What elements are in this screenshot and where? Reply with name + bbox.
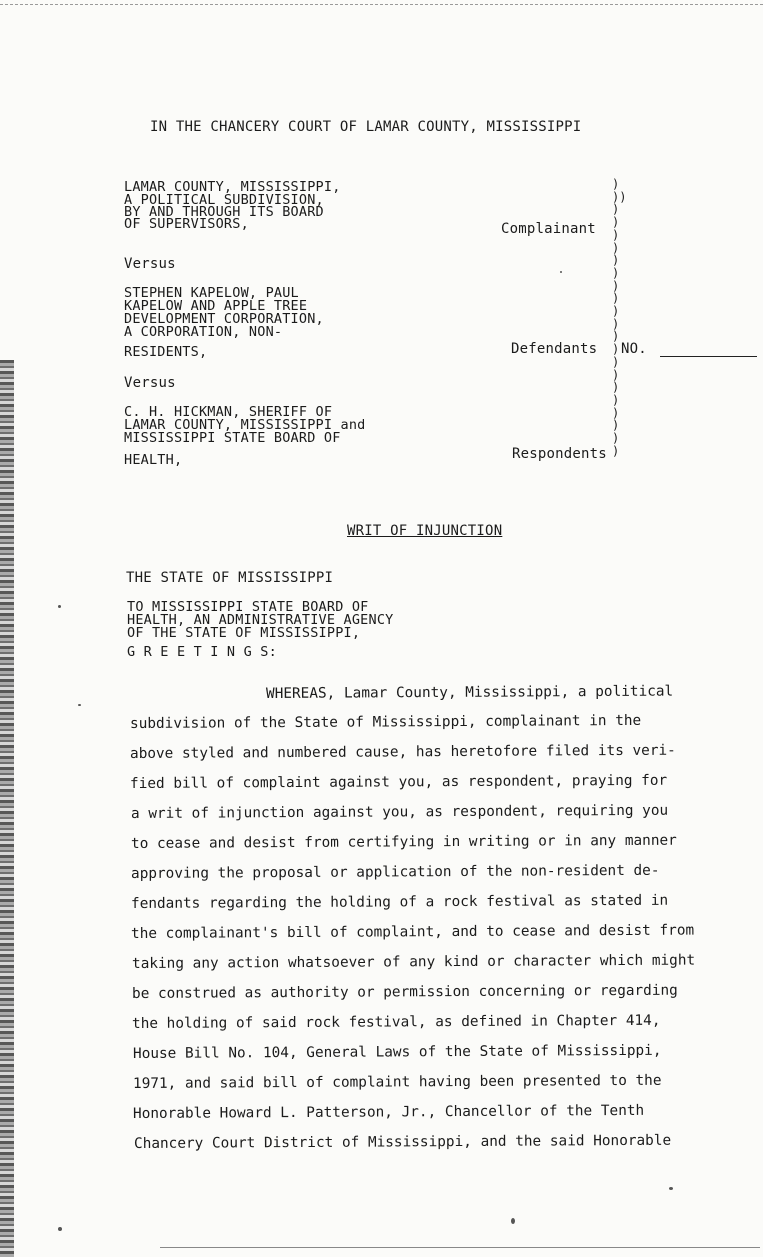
defendant-line: STEPHEN KAPELOW, PAUL bbox=[124, 285, 299, 301]
complainant-line: BY AND THROUGH ITS BOARD bbox=[124, 204, 324, 220]
scan-speck bbox=[58, 605, 61, 608]
defendant-line: KAPELOW AND APPLE TREE bbox=[124, 298, 308, 314]
respondent-line: LAMAR COUNTY, MISSISSIPPI and bbox=[124, 417, 366, 433]
respondent-line: C. H. HICKMAN, SHERIFF OF bbox=[124, 404, 333, 420]
binding-edge-shadow bbox=[0, 360, 14, 1257]
body-line: to cease and desist from certifying in writing or in any manner bbox=[130, 832, 677, 852]
court-heading: IN THE CHANCERY COURT OF LAMAR COUNTY, MISSISSIPPI bbox=[150, 119, 582, 135]
case-number-blank bbox=[660, 356, 757, 357]
caption-brackets: ) )) ) ) ) ) ) ) ) ) ) ) ) ) ) ) ) ) ) ) ) ) bbox=[612, 177, 627, 458]
complainant-line: LAMAR COUNTY, MISSISSIPPI, bbox=[124, 179, 341, 195]
complainant-line: A POLITICAL SUBDIVISION, bbox=[124, 192, 324, 208]
page-bottom-edge bbox=[160, 1247, 760, 1248]
addressee-line: G R E E T I N G S: bbox=[127, 644, 277, 660]
versus-label: Versus bbox=[124, 256, 176, 272]
scan-speck bbox=[78, 704, 81, 706]
body-line: above styled and numbered cause, has heretofore filed its veri- bbox=[129, 742, 676, 762]
document-title: WRIT OF INJUNCTION bbox=[347, 523, 503, 539]
respondents-role: Respondents bbox=[512, 446, 607, 462]
case-number-label: NO. bbox=[621, 341, 647, 357]
body-line: taking any action whatsoever of any kind or character which might bbox=[131, 952, 696, 972]
scan-speck bbox=[58, 1227, 62, 1231]
addressee-line: OF THE STATE OF MISSISSIPPI, bbox=[127, 625, 361, 641]
body-line: fendants regarding the holding of a rock festival as stated in bbox=[130, 892, 669, 912]
scan-speck bbox=[511, 1218, 515, 1224]
respondent-line: MISSISSIPPI STATE BOARD OF bbox=[124, 430, 341, 446]
body-line: fied bill of complaint against you, as respondent, praying for bbox=[129, 772, 668, 792]
body-line: 1971, and said bill of complaint having been presented to the bbox=[132, 1072, 662, 1092]
complainant-role: Complainant bbox=[501, 221, 596, 237]
complainant-line: OF SUPERVISORS, bbox=[124, 216, 249, 232]
defendant-line: DEVELOPMENT CORPORATION, bbox=[124, 311, 324, 327]
respondent-line: HEALTH, bbox=[124, 452, 183, 468]
addressee-line: HEALTH, AN ADMINISTRATIVE AGENCY bbox=[127, 612, 394, 628]
scan-speck bbox=[669, 1187, 673, 1190]
versus-label: Versus bbox=[124, 375, 176, 391]
body-line: WHEREAS, Lamar County, Mississippi, a political bbox=[265, 683, 674, 702]
addressee-line: TO MISSISSIPPI STATE BOARD OF bbox=[127, 599, 369, 615]
page-top-edge bbox=[0, 4, 763, 5]
body-line: Honorable Howard L. Patterson, Jr., Chancellor of the Tenth bbox=[132, 1102, 645, 1122]
body-line: House Bill No. 104, General Laws of the State of Mississippi, bbox=[132, 1042, 662, 1062]
state-line: THE STATE OF MISSISSIPPI bbox=[126, 570, 334, 586]
body-line: subdivision of the State of Mississippi, complainant in the bbox=[129, 712, 642, 732]
defendant-line: A CORPORATION, NON- bbox=[124, 324, 283, 340]
body-line: the complainant's bill of complaint, and to cease and desist from bbox=[130, 922, 695, 942]
defendant-line: RESIDENTS, bbox=[124, 344, 208, 360]
body-line: approving the proposal or application of the non-resident de- bbox=[130, 862, 660, 882]
body-line: Chancery Court District of Mississippi, and the said Honorable bbox=[133, 1132, 672, 1152]
scan-speck bbox=[560, 271, 562, 273]
defendants-role: Defendants bbox=[511, 341, 598, 357]
body-line: the holding of said rock festival, as defined in Chapter 414, bbox=[131, 1012, 661, 1032]
body-line: a writ of injunction against you, as respondent, requiring you bbox=[130, 802, 669, 822]
body-line: be construed as authority or permission concerning or regarding bbox=[131, 982, 678, 1002]
